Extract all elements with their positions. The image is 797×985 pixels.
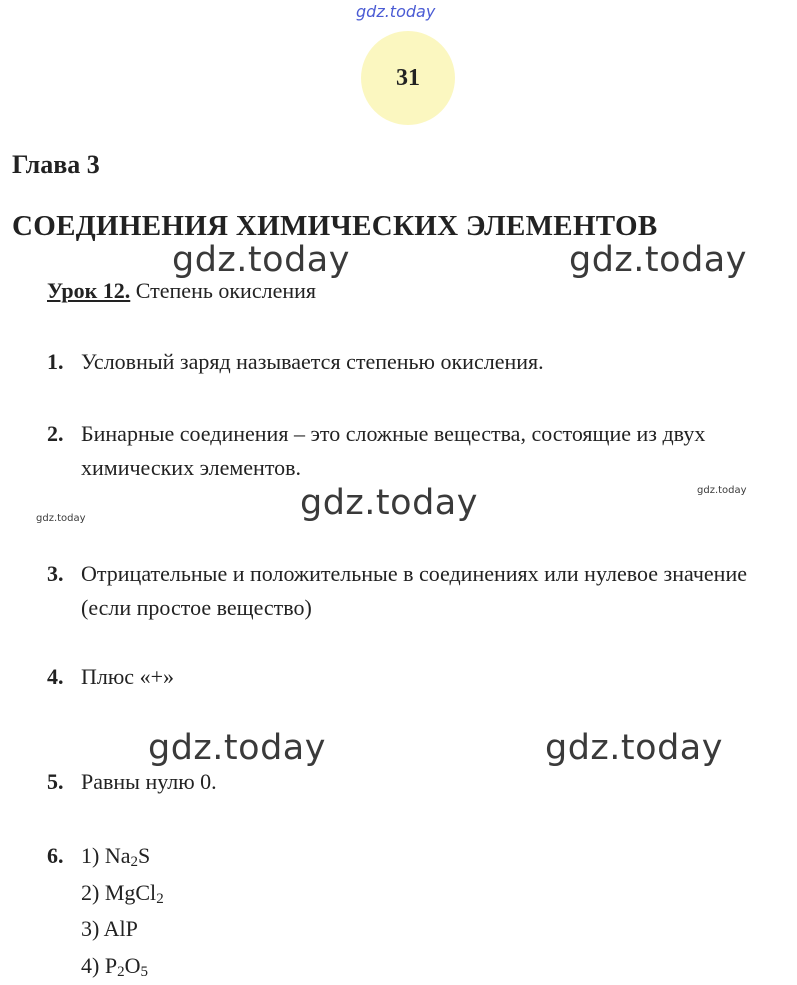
item-text: Отрицательные и положительные в соединениях или нулевое значение (если простое вещество) — [81, 561, 747, 620]
answer-item-2 — [47, 417, 787, 485]
watermark-top: gdz.today — [356, 2, 436, 21]
item-number: 2. — [47, 421, 64, 446]
item-number: 1. — [47, 349, 64, 374]
formula-alp: 3) AlP — [81, 916, 138, 941]
item-text: Плюс «+» — [81, 664, 174, 689]
answer-item-3 — [47, 557, 787, 625]
page-title: СОЕДИНЕНИЯ ХИМИЧЕСКИХ ЭЛЕМЕНТОВ — [12, 210, 658, 242]
item-text: Бинарные соединения – это сложные вещества, состоящие из двух химических элементов. — [81, 421, 706, 480]
chapter-heading: Глава 3 — [12, 150, 100, 179]
lesson-number: Урок 12. — [47, 278, 131, 303]
watermark: gdz.today — [545, 728, 723, 768]
watermark: gdz.today — [300, 483, 478, 523]
page-number-text: 31 — [396, 64, 420, 91]
answer-item-5 — [47, 765, 787, 799]
page-number — [361, 31, 455, 125]
item-number: 5. — [47, 769, 64, 794]
item-text: Равны нулю 0. — [81, 769, 217, 794]
lesson-topic: Степень окисления — [135, 278, 317, 303]
watermark: gdz.today — [569, 240, 747, 280]
watermark: gdz.today — [172, 240, 350, 280]
formula-p2o5: 4) $P_2O_5$ — [81, 952, 148, 980]
item-text: Условный заряд называется степенью окисления. — [81, 349, 544, 374]
answer-item-4 — [47, 660, 787, 694]
watermark: gdz.today — [148, 728, 326, 768]
answer-item-6 — [47, 838, 787, 984]
watermark-small: gdz.today — [697, 485, 747, 496]
formula-mgcl2: 2) MgCl$_2$ — [81, 879, 164, 907]
answer-item-1 — [47, 345, 787, 379]
lesson-heading — [47, 278, 316, 304]
watermark-small: gdz.today — [36, 513, 86, 524]
item-number: 3. — [47, 561, 64, 586]
item-number: 6. — [47, 843, 64, 868]
item-number: 4. — [47, 664, 64, 689]
formula-list — [81, 838, 787, 984]
formula-na2s: 1) $Na_2S$ — [81, 843, 151, 870]
